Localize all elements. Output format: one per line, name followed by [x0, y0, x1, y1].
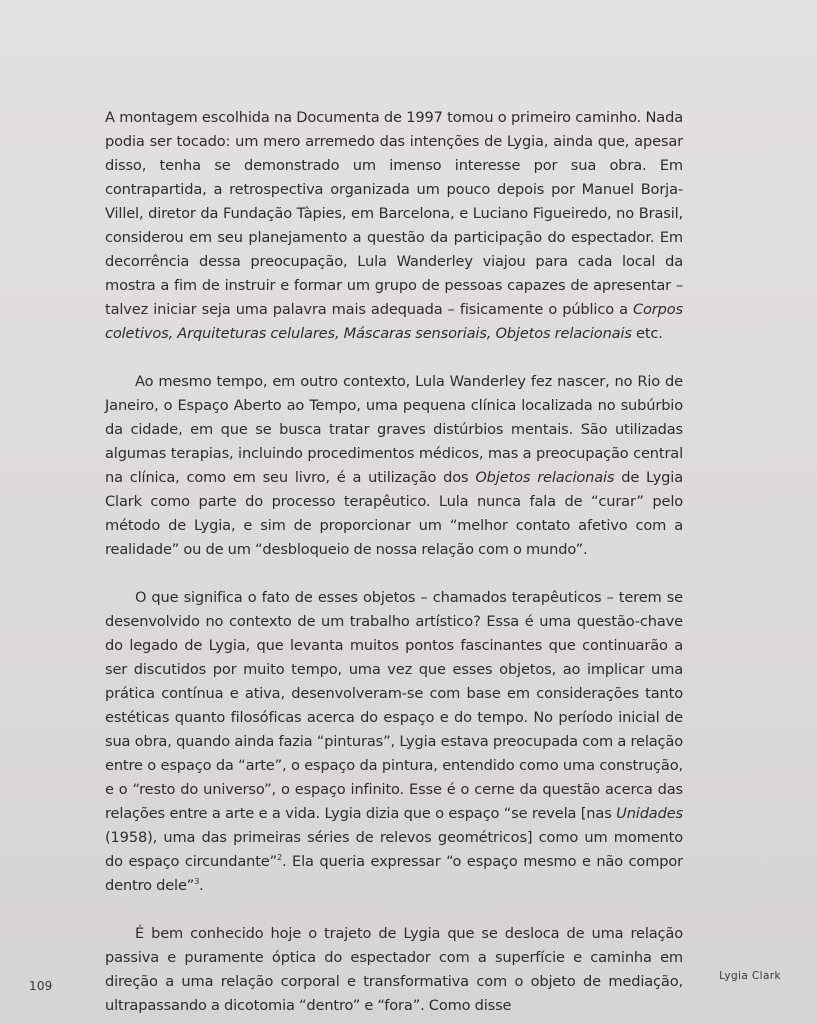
- page-number: 109: [29, 979, 53, 993]
- text-run: etc.: [631, 325, 663, 342]
- running-head: Lygia Clark: [719, 970, 781, 982]
- text-run: (1958), uma das primeiras séries de relevos geométricos] como um momento do espaço circundante”: [105, 829, 683, 870]
- italic-title: Objetos relacionais: [475, 469, 615, 486]
- paragraph-2: [105, 370, 683, 562]
- text-run: . Ela queria expressar “o espaço mesmo e não compor dentro dele”: [105, 853, 684, 894]
- text-run: É bem conhecido hoje o trajeto de Lygia que se desloca de uma relação passiva e puramente óptica do espectador com a superfície e caminha em direção a uma relação corporal e transformativa com o objeto de mediação, ultrapassando a dicotomia “dentro” e “fora”. Como disse: [105, 925, 683, 1014]
- italic-title: Corpos coletivos, Arquiteturas celulares, Máscaras sensoriais, Objetos relacionais: [105, 301, 683, 342]
- text-run: Ao mesmo tempo, em outro contexto, Lula Wanderley fez nascer, no Rio de Janeiro, o Espaço Aberto ao Tempo, uma pequena clínica localizada no subúrbio da cidade, em que se busca tratar graves distúrbios mentais. São utilizadas algumas terapias, incluindo procedimentos médicos, mas a preocupação central na clínica, como em seu livro, é a utilização dos: [105, 373, 683, 486]
- paragraph-4: [105, 922, 683, 1018]
- body-text: [105, 106, 683, 1018]
- text-run: .: [199, 877, 204, 894]
- text-run: A montagem escolhida na Documenta de 1997 tomou o primeiro caminho. Nada podia ser tocado: um mero arremedo das intenções de Lygia, ainda que, apesar disso, tenha se demonstrado um imenso interesse por sua obra. Em contrapartida, a retrospectiva organizada um pouco depois por Manuel Borja-Villel, diretor da Fundação Tàpies, em Barcelona, e Luciano Figueiredo, no Brasil, considerou em seu planejamento a questão da participação do espectador. Em decorrência dessa preocupação, Lula Wanderley viajou para cada local da mostra a fim de instruir e formar um grupo de pessoas capazes de apresentar – talvez iniciar seja uma palavra mais adequada – fisicamente o público a: [105, 109, 683, 318]
- text-run: O que significa o fato de esses objetos – chamados terapêuticos – terem se desenvolvido no contexto de um trabalho artístico? Essa é uma questão-chave do legado de Lygia, que levanta muitos pontos fascinantes que continuarão a ser discutidos por muito tempo, uma vez que esses objetos, ao implicar uma prática contínua e ativa, desenvolveram-se com base em considerações tanto estéticas quanto filosóficas acerca do espaço e do tempo. No período inicial de sua obra, quando ainda fazia “pinturas”, Lygia estava preocupada com a relação entre o espaço da “arte”, o espaço da pintura, entendido como uma construção, e o “resto do universo”, o espaço infinito. Esse é o cerne da questão acerca das relações entre a arte e a vida. Lygia dizia que o espaço “se revela [nas: [105, 589, 683, 822]
- text-run: de Lygia Clark como parte do processo terapêutico. Lula nunca fala de “curar” pelo método de Lygia, e sim de proporcionar um “melhor contato afetivo com a realidade” ou de um “desbloqueio de nossa relação com o mundo”.: [105, 469, 683, 558]
- paragraph-1: [105, 106, 683, 346]
- paragraph-3: [105, 586, 683, 898]
- italic-title: Unidades: [616, 805, 683, 822]
- footnote-ref: 2: [277, 853, 282, 863]
- footnote-ref: 3: [194, 877, 200, 887]
